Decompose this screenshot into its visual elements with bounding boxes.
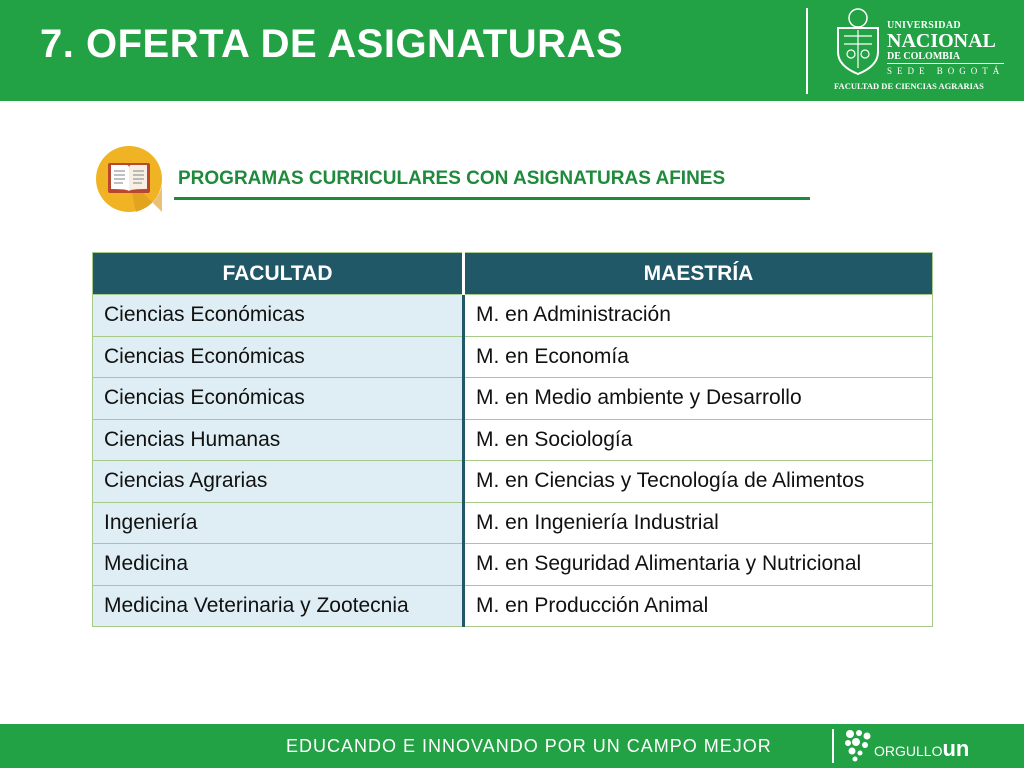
logo-faculty: FACULTAD DE CIENCIAS AGRARIAS	[834, 81, 984, 91]
footer-slogan: EDUCANDO E INNOVANDO POR UN CAMPO MEJOR	[286, 736, 772, 756]
facultad-cell: Ciencias Humanas	[93, 419, 464, 461]
table-header-row	[93, 253, 933, 295]
footer-bar	[0, 724, 1024, 768]
maestria-cell: M. en Sociología	[464, 419, 933, 461]
table-row	[93, 419, 933, 461]
table-row	[93, 461, 933, 503]
facultad-cell: Ciencias Económicas	[93, 295, 464, 337]
table-row	[93, 544, 933, 586]
logo-line-sede: SEDE BOGOTÁ	[887, 66, 1005, 76]
orgullo-word: ORGULLO	[874, 743, 943, 759]
maestria-cell: M. en Economía	[464, 336, 933, 378]
grapes-icon	[842, 728, 876, 764]
table-row	[93, 295, 933, 337]
table-row	[93, 336, 933, 378]
header-divider	[806, 8, 808, 94]
orgullo-un-logo	[842, 728, 982, 764]
facultad-cell: Ciencias Económicas	[93, 378, 464, 420]
logo-line-de-colombia: DE COLOMBIA	[887, 51, 1004, 64]
facultad-cell: Ciencias Agrarias	[93, 461, 464, 503]
maestria-cell: M. en Producción Animal	[464, 585, 933, 627]
maestria-cell: M. en Seguridad Alimentaria y Nutricional	[464, 544, 933, 586]
facultad-cell: Medicina Veterinaria y Zootecnia	[93, 585, 464, 627]
header-bar	[0, 0, 1024, 101]
table-row	[93, 585, 933, 627]
column-header-facultad: FACULTAD	[93, 253, 464, 295]
university-logo	[832, 6, 1012, 96]
maestria-cell: M. en Administración	[464, 295, 933, 337]
maestria-cell: M. en Ciencias y Tecnología de Alimentos	[464, 461, 933, 503]
university-name	[887, 20, 1004, 76]
un-word: un	[942, 736, 970, 761]
section-title: PROGRAMAS CURRICULARES CON ASIGNATURAS AFINES	[178, 168, 726, 189]
section-underline	[174, 197, 810, 200]
footer-divider	[832, 729, 834, 763]
facultad-cell: Medicina	[93, 544, 464, 586]
facultad-cell: Ingeniería	[93, 502, 464, 544]
maestria-cell: M. en Medio ambiente y Desarrollo	[464, 378, 933, 420]
page-title: 7. OFERTA DE ASIGNATURAS	[40, 22, 624, 66]
orgullo-text	[874, 736, 970, 761]
column-header-maestria: MAESTRÍA	[464, 253, 933, 295]
table-row	[93, 502, 933, 544]
table-row	[93, 378, 933, 420]
logo-line-nacional: NACIONAL	[887, 30, 996, 52]
facultad-cell: Ciencias Económicas	[93, 336, 464, 378]
maestria-cell: M. en Ingeniería Industrial	[464, 502, 933, 544]
curricular-table	[92, 252, 933, 627]
university-shield-icon	[832, 6, 884, 76]
book-icon	[96, 146, 162, 212]
logo-line-universidad: UNIVERSIDAD	[887, 20, 961, 31]
